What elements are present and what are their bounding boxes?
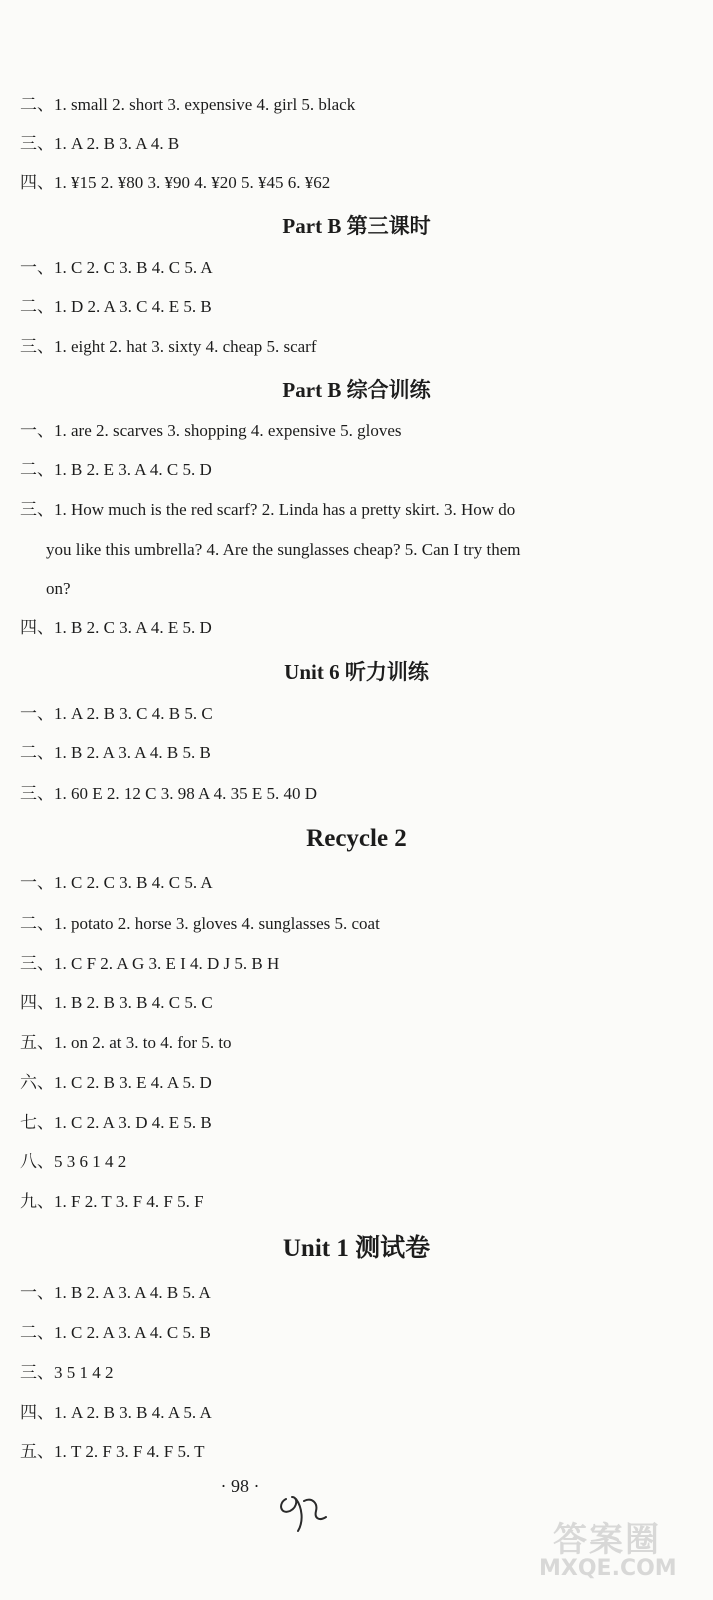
answer-line: 三、1. A 2. B 3. A 4. B <box>20 134 180 153</box>
answer-line: 一、1. A 2. B 3. C 4. B 5. C <box>20 704 213 723</box>
answer-line: 七、1. C 2. A 3. D 4. E 5. B <box>20 1113 212 1132</box>
answer-line: 一、1. B 2. A 3. A 4. B 5. A <box>20 1283 211 1302</box>
answer-line: 三、1. How much is the red scarf? 2. Linda has a pretty skirt. 3. How do <box>20 500 516 519</box>
answer-line: 五、1. T 2. F 3. F 4. F 5. T <box>20 1442 205 1461</box>
answer-line: 五、1. on 2. at 3. to 4. for 5. to <box>20 1033 232 1052</box>
section-heading: Part B 综合训练 <box>282 378 431 402</box>
answer-line: 三、1. eight 2. hat 3. sixty 4. cheap 5. scarf <box>20 337 317 356</box>
answer-line: 三、1. 60 E 2. 12 C 3. 98 A 4. 35 E 5. 40 D <box>20 784 318 803</box>
section-heading: Unit 6 听力训练 <box>284 660 429 684</box>
page-number: · 98 · <box>220 1476 260 1496</box>
answer-line: 一、1. C 2. C 3. B 4. C 5. A <box>20 258 213 277</box>
answer-line: 四、1. ¥15 2. ¥80 3. ¥90 4. ¥20 5. ¥45 6. ¥62 <box>20 173 331 192</box>
answer-line: 八、5 3 6 1 4 2 <box>20 1152 127 1171</box>
answer-line: 九、1. F 2. T 3. F 4. F 5. F <box>20 1192 204 1211</box>
section-heading: Recycle 2 <box>306 825 407 852</box>
answer-line: 二、1. B 2. A 3. A 4. B 5. B <box>20 743 211 762</box>
answer-line: 四、1. B 2. C 3. A 4. E 5. D <box>20 618 212 637</box>
watermark-site: MXQE.COM <box>539 1556 677 1581</box>
watermark-logo <box>539 1512 699 1584</box>
handwritten-mark-icon <box>268 1477 338 1537</box>
answer-line: 二、1. potato 2. horse 3. gloves 4. sunglasses 5. coat <box>20 914 380 933</box>
answer-line: 三、1. C F 2. A G 3. E I 4. D J 5. B H <box>20 954 280 973</box>
answer-line: 四、1. B 2. B 3. B 4. C 5. C <box>20 993 213 1012</box>
section-heading: Part B 第三课时 <box>282 214 431 238</box>
answer-line: 二、1. small 2. short 3. expensive 4. girl 5. black <box>20 95 356 114</box>
answer-line: 六、1. C 2. B 3. E 4. A 5. D <box>20 1073 212 1092</box>
answer-line: 三、3 5 1 4 2 <box>20 1363 114 1382</box>
section-heading: Unit 1 测试卷 <box>282 1235 431 1262</box>
watermark-title: 答案圈 <box>553 1520 661 1560</box>
answer-line: 一、1. are 2. scarves 3. shopping 4. expensive 5. gloves <box>20 421 402 440</box>
answer-line: 一、1. C 2. C 3. B 4. C 5. A <box>20 873 213 892</box>
answer-line: you like this umbrella? 4. Are the sunglasses cheap? 5. Can I try them <box>46 540 521 559</box>
answer-line: 四、1. A 2. B 3. B 4. A 5. A <box>20 1403 212 1422</box>
answer-line: on? <box>46 579 71 598</box>
answer-line: 二、1. C 2. A 3. A 4. C 5. B <box>20 1323 211 1342</box>
answer-line: 二、1. D 2. A 3. C 4. E 5. B <box>20 297 212 316</box>
answer-line: 二、1. B 2. E 3. A 4. C 5. D <box>20 460 212 479</box>
